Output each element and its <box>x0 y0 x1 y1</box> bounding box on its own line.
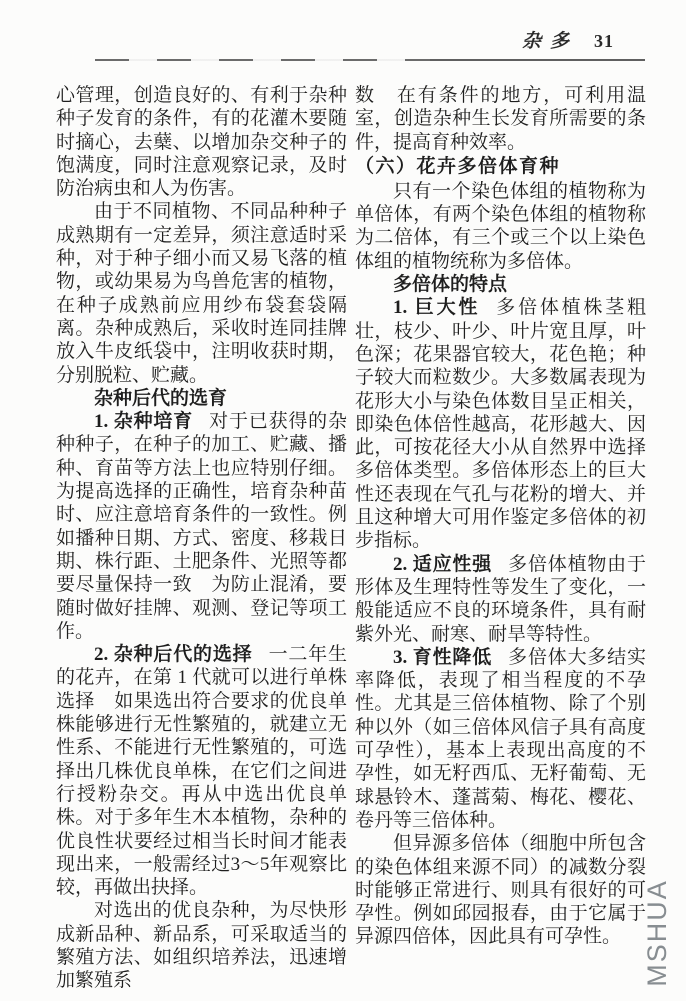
paragraph: 3. 育性降低 多倍体大多结实率降低，表现了相当程度的不孕性。尤其是三倍体植物、除了个别种以外（如三倍体风信子具有高度可孕性），基本上表现出高度的不孕性，如无籽西瓜、无籽葡萄、无球悬铃木、蓬蒿菊、梅花、樱花、卷丹等三倍体种。 <box>355 646 646 831</box>
header-rule <box>95 59 645 61</box>
text-column-right <box>355 84 646 949</box>
paragraph: 对选出的优良杂种，为尽快形成新品种、新品系，可采取适当的繁殖方法、如组织培养法，迅速增加繁殖系 <box>56 900 347 992</box>
run-in-heading: 1. 巨大性 <box>393 297 481 319</box>
header-rule-solid-segment <box>430 59 645 61</box>
run-in-heading: 2. 杂种后代的选择 <box>94 644 253 666</box>
section-heading: （六）花卉多倍体育种 <box>355 155 561 177</box>
running-head-title: 杂多 <box>521 31 578 52</box>
run-in-heading: 2. 适应性强 <box>393 553 493 575</box>
paragraph: 由于不同植物、不同品种种子成熟期有一定差异，须注意适时采种，对于种子细小而又易飞落的植物，或幼果易为鸟兽危害的植物，在种子成熟前应用纱布袋套袋隔离。杂种成熟后，采收时连同挂牌放入牛皮纸袋中，注明收获时期，分别脱粒、贮藏。 <box>56 201 347 386</box>
run-in-heading: 1. 杂种培育 <box>94 411 194 433</box>
sub-heading: 杂种后代的选育 <box>94 387 228 409</box>
running-head <box>0 26 614 53</box>
header-rule-dashed-segment <box>95 59 430 61</box>
paragraph: 1. 杂种培育 对于已获得的杂种种子，在种子的加工、贮藏、播种、育苗等方法上也应特别仔细。为提高选择的正确性，培育杂种苗时、应注意培育条件的一致性。例如播种日期、方式、密度、移栽日期、株行距、土肥条件、光照等都要尽量保持一致 为防止混淆，要随时做好挂牌、观测、登记等项工作。 <box>56 411 347 642</box>
paragraph: 2. 适应性强 多倍体植物由于形体及生理特性等发生了变化，一般能适应不良的环境条件，具有耐紫外光、耐寒、耐旱等特性。 <box>355 553 646 645</box>
sub-heading: 多倍体的特点 <box>393 274 508 296</box>
paragraph: 1. 巨大性 多倍体植株茎粗壮，枝少、叶少、叶片宽且厚，叶色深；花果器官较大，花色艳；种子较大而粒数少。大多数属表现为花形大小与染色体数目呈正相关，即染色体倍性越高，花形越大、因此，可按花径大小从自然界中选择多倍体类型。多倍体形态上的巨大性还表现在气孔与花粉的增大、并且这种增大可用作鉴定多倍体的初步指标。 <box>355 297 646 552</box>
paragraph: 数 在有条件的地方，可利用温室，创造杂种生长发育所需要的条件，提高育种效率。 <box>355 85 646 153</box>
paragraph: 2. 杂种后代的选择 一二年生的花卉，在第 1 代就可以进行单株选择 如果选出符合要求的优良单株能够进行无性繁殖的，就建立无性系、不能进行无性繁殖的，可选择出几株优良单株，在它们之间进行授粉杂交。再从中选出优良单株。对于多年生木本植物，杂种的优良性状要经过相当长时间才能表现出来，一般需经过3～5年观察比较，再做出抉择。 <box>56 644 347 899</box>
watermark: MSHUA <box>642 879 672 987</box>
paragraph: 只有一个染色体组的植物称为单倍体，有两个染色体组的植物称为二倍体，有三个或三个以上染色体组的植物统称为多倍体。 <box>355 180 646 272</box>
text-column-left <box>56 84 347 993</box>
page-number: 31 <box>594 31 614 51</box>
paragraph: 心管理，创造良好的、有利于杂种种子发育的条件，有的花灌木要随时摘心，去蘖、以增加杂交种子的饱满度，同时注意观察记录，及时防治病虫和人为伤害。 <box>56 85 347 200</box>
paragraph: 但异源多倍体（细胞中所包含的染色体组来源不同）的减数分裂时能够正常进行、则具有很好的可孕性。例如邱园报春，由于它属于异源四倍体，因此具有可孕性。 <box>355 833 646 948</box>
run-in-heading: 3. 育性降低 <box>393 646 493 668</box>
